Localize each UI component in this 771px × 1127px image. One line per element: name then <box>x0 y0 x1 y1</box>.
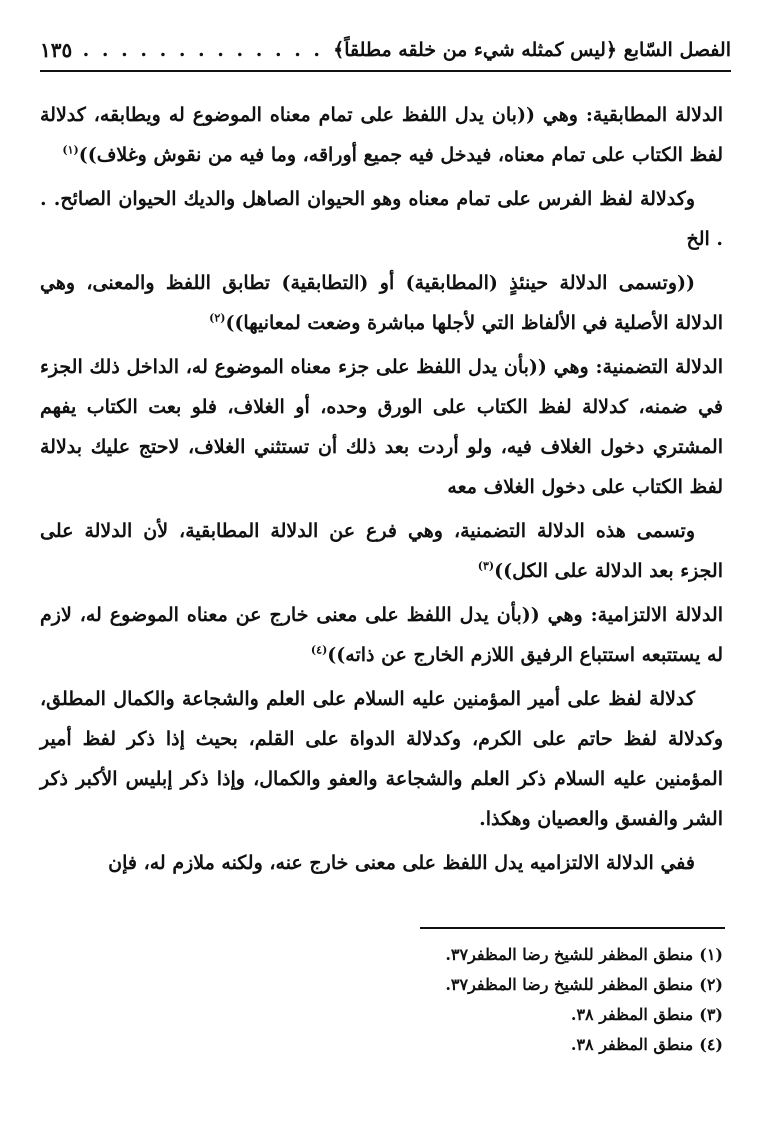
footnote-number: (٢) <box>699 975 723 994</box>
paragraph-iltizam <box>40 595 723 675</box>
paragraph-term: الدلالة المطابقية: <box>585 104 724 126</box>
paragraph-term: الدلالة التضمنية: <box>595 356 723 378</box>
paragraph-text: وهي ((بأن يدل اللفظ على معنى خارج عن معناه الموضوع له، لازم له يستتبعه استتباع الرفيق اللازم الخارج عن ذاته)) <box>40 604 723 666</box>
footnote-ref: (٣) <box>477 559 495 573</box>
footnote-ref: (٤) <box>310 643 328 657</box>
paragraph-text: ففي الدلالة الالتزاميه يدل اللفظ على معنى خارج عنه، ولكنه ملازم له، فإن <box>108 852 695 874</box>
footnote-divider <box>420 927 725 929</box>
chapter-title: الفصل السّابع ﴿ليس كمثله شيء من خلقه مطلقاً﴾ <box>333 39 731 61</box>
paragraph-naming <box>40 263 723 343</box>
running-header <box>40 30 731 72</box>
paragraph-mutabaqa <box>40 95 723 175</box>
paragraph-continuation <box>40 843 723 883</box>
paragraph-text: ((وتسمى الدلالة حينئذٍ (المطابقية) أو (التطابقية) تطابق اللفظ والمعنى، وهي الدلالة الأصلية في الألفاظ التي لأجلها مباشرة وضعت لمعانيها)) <box>40 272 723 334</box>
paragraph-term: الدلالة الالتزامية: <box>590 604 723 626</box>
footnote-text: منطق المظفر ٣٨. <box>570 1035 694 1054</box>
paragraph-text: وهي ((بأن يدل اللفظ على جزء معناه الموضوع له، الداخل ذلك الجزء في ضمنه، كدلالة لفظ الكتاب على الورق وحده، أو الغلاف، فلو بعت الكتاب يفهم المشتري دخول الغلاف فيه، ولو أردت بعد ذلك أن تستثني الغلاف، لاحتج عليك بدلالة لفظ الكتاب على دخول الغلاف معه <box>40 356 723 498</box>
page-number: ١٣٥ <box>40 38 73 62</box>
footnote-text: منطق المظفر للشيخ رضا المظفر٣٧. <box>445 975 694 994</box>
paragraph-iltizam-examples <box>40 679 723 839</box>
paragraph-horse-example <box>40 179 723 259</box>
footnote-ref: (١) <box>62 143 79 157</box>
paragraph-text: وكدلالة لفظ الفرس على تمام معناه وهو الحيوان الصاهل والديك الحيوان الصائح. . . الخ <box>40 188 723 250</box>
footnote-number: (٤) <box>699 1035 723 1054</box>
paragraph-tadammun-naming <box>40 511 723 591</box>
footnotes <box>40 940 723 1060</box>
paragraph-tadammun <box>40 347 723 507</box>
footnote-number: (١) <box>699 945 723 964</box>
footnote <box>40 1000 723 1030</box>
dot-leader <box>82 39 323 61</box>
footnote-ref: (٢) <box>209 311 226 325</box>
main-text <box>40 95 723 887</box>
paragraph-text: وهي ((بان يدل اللفظ على تمام معناه الموضوع له ويطابقه، كدلالة لفظ الكتاب على تمام معناه، فيدخل فيه جميع أوراقه، وما فيه من نقوش وغلاف)) <box>40 104 723 166</box>
paragraph-text: وتسمى هذه الدلالة التضمنية، وهي فرع عن الدلالة المطابقية، لأن الدلالة على الجزء بعد الدلالة على الكل)) <box>40 520 723 582</box>
footnote-text: منطق المظفر للشيخ رضا المظفر٣٧. <box>445 945 694 964</box>
footnote-number: (٣) <box>699 1005 723 1024</box>
paragraph-text: كدلالة لفظ على أمير المؤمنين عليه السلام على العلم والشجاعة والكمال المطلق، وكدلالة لفظ حاتم على الكرم، وكدلالة الدواة على القلم، بحيث إذا ذكر لفظ أمير المؤمنين عليه السلام ذكر العلم والشجاعة والعفو والكمال، وإذا ذكر إبليس الأكبر ذكر الشر والفسق والعصيان وهكذا. <box>40 688 723 830</box>
footnote-text: منطق المظفر ٣٨. <box>570 1005 694 1024</box>
footnote <box>40 1030 723 1060</box>
footnote <box>40 940 723 970</box>
footnote <box>40 970 723 1000</box>
